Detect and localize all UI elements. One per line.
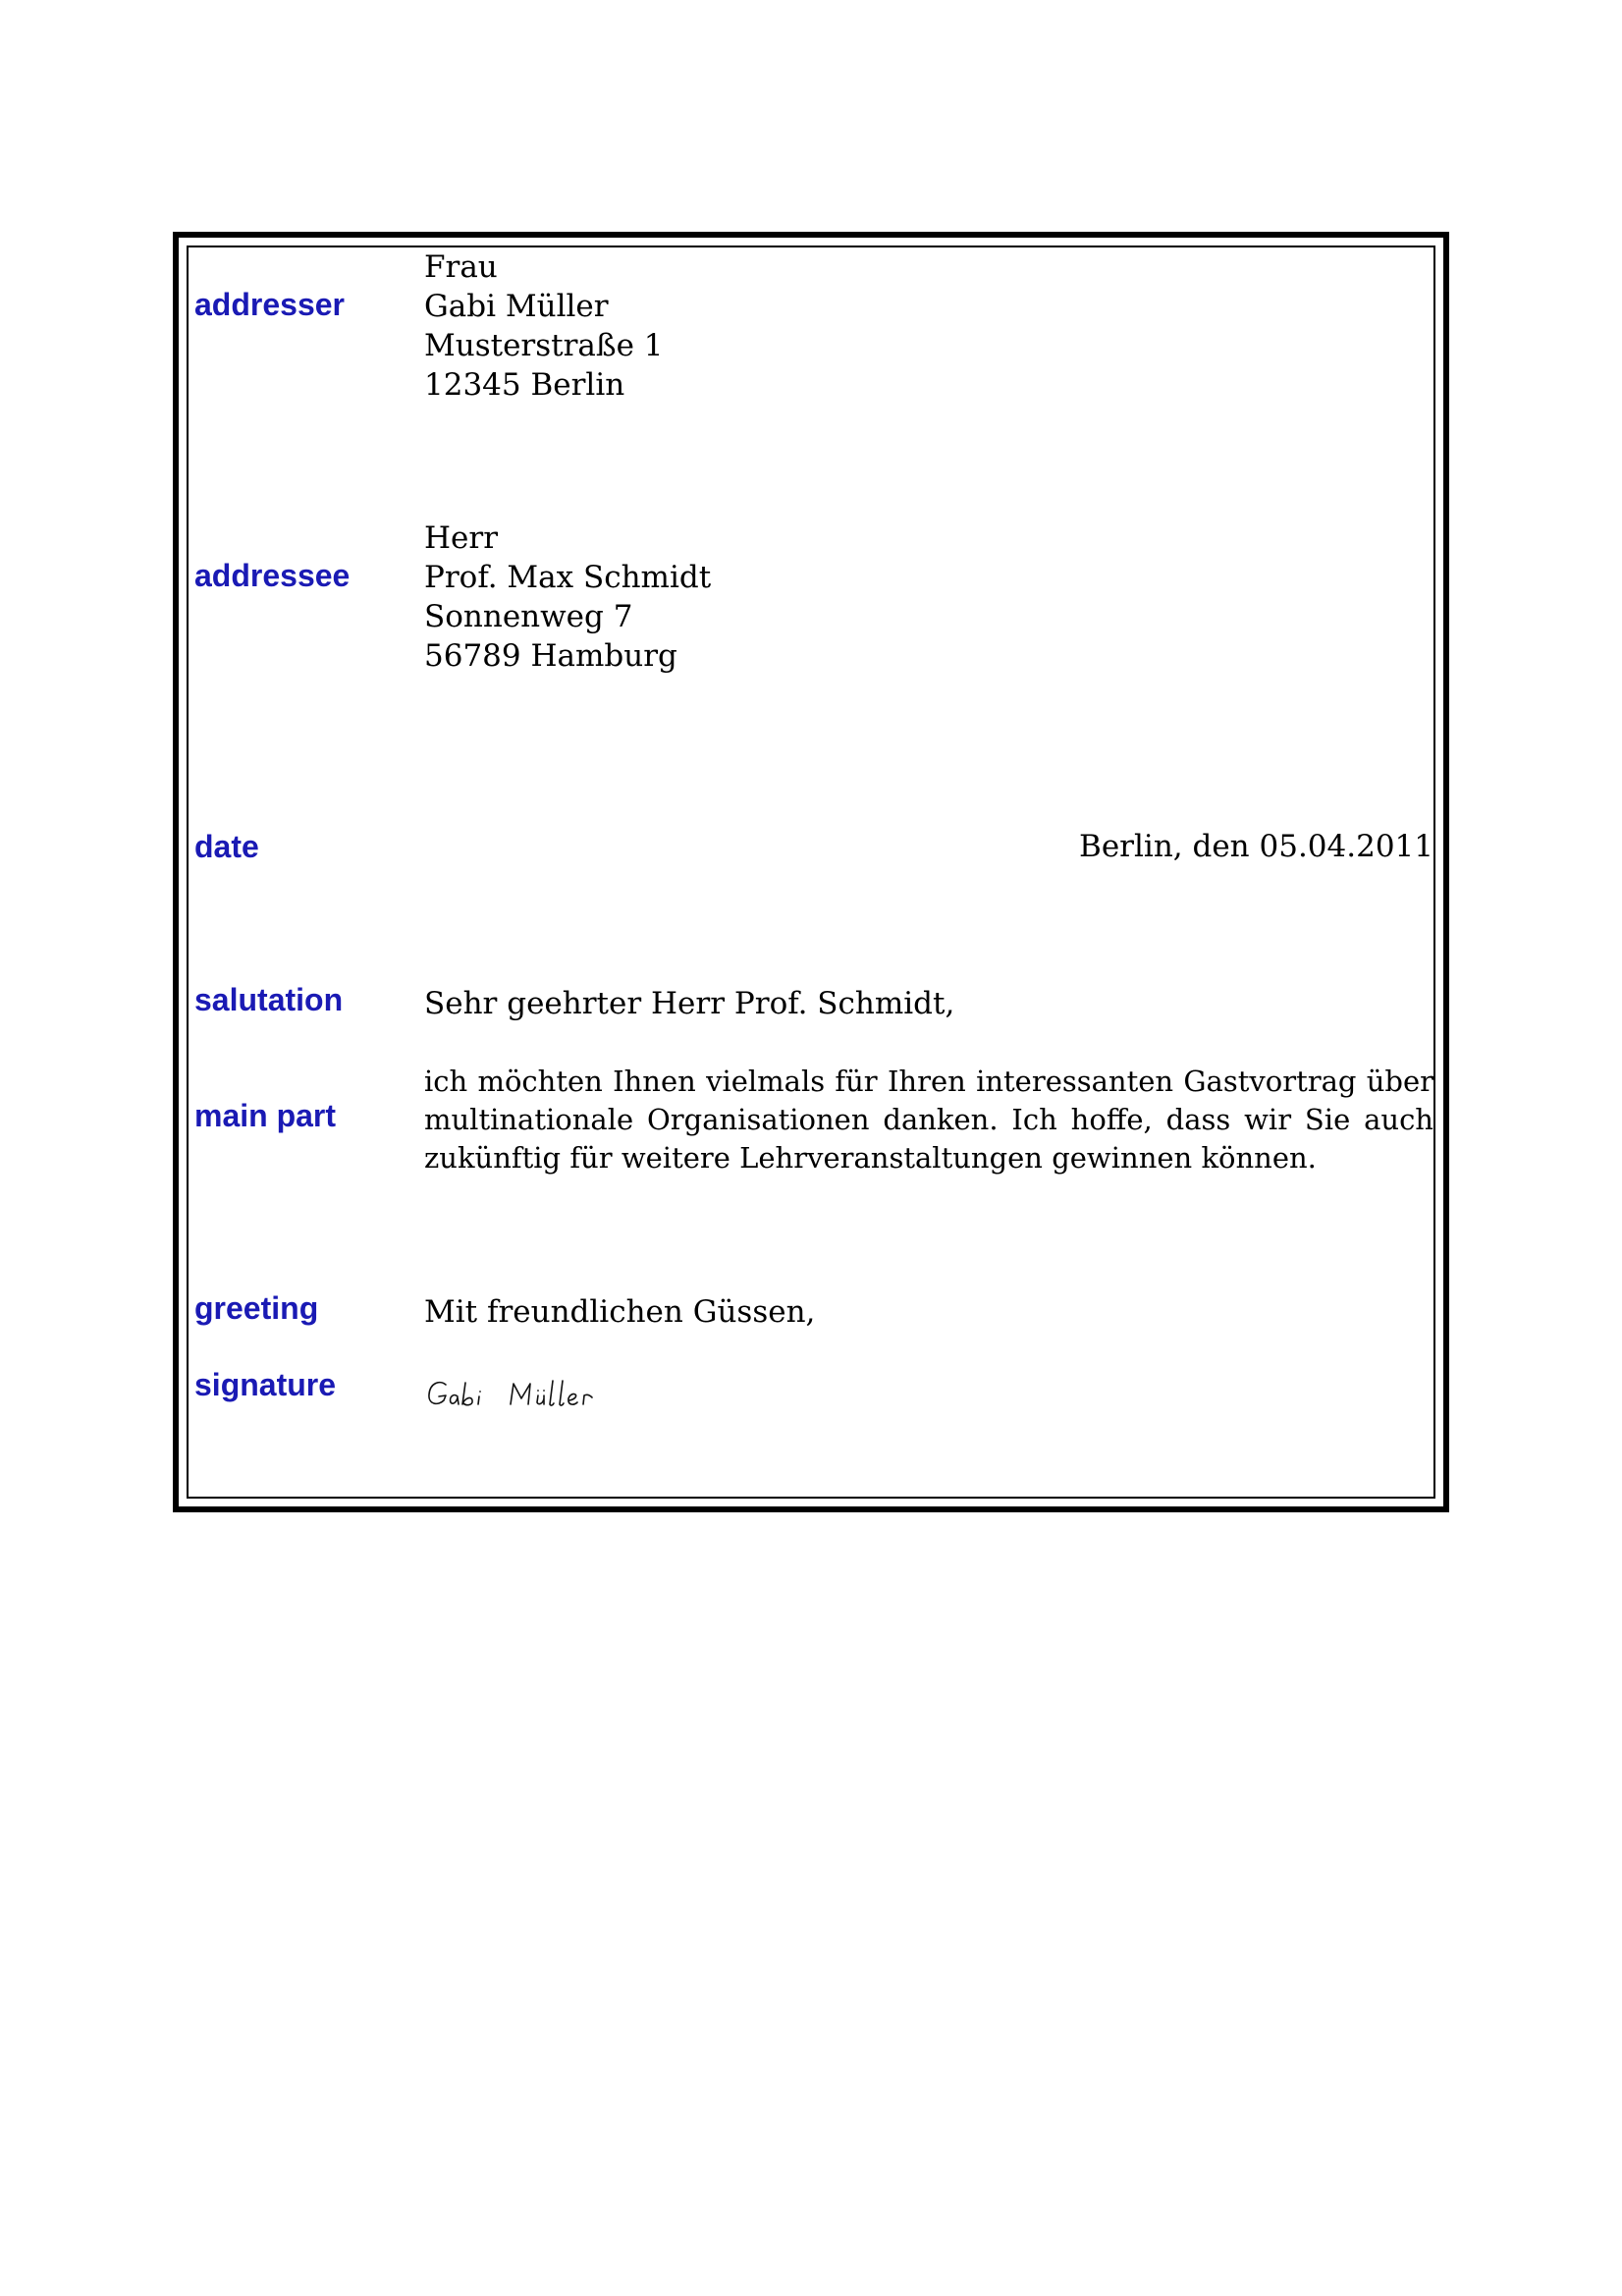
addresser-label: addresser (194, 287, 345, 322)
addressee-address (424, 519, 711, 676)
signature-label: signature (194, 1367, 337, 1402)
salutation-label: salutation (194, 982, 344, 1017)
date-text: Berlin, den 05.04.2011 (1079, 829, 1433, 864)
addressee-line: Sonnenweg 7 (424, 599, 633, 634)
addressee-line: Herr (424, 520, 499, 556)
addressee-line: Prof. Max Schmidt (424, 560, 712, 595)
addressee-line: 56789 Hamburg (424, 638, 677, 674)
greeting-text: Mit freundlichen Güssen, (424, 1294, 816, 1330)
date-label: date (194, 829, 259, 864)
addresser-line: 12345 Berlin (424, 367, 625, 403)
addresser-address (424, 247, 664, 405)
main-part-text: ich möchten Ihnen vielmals für Ihren interessanten Gastvortrag über multinationale Organisationen danken. Ich hoffe, dass wir Sie auch zukünftig für weitere Lehrveranstaltungen gewinnen können. (424, 1065, 1433, 1175)
handwritten-signature (424, 1371, 621, 1420)
addresser-line: Gabi Müller (424, 289, 609, 324)
greeting-label: greeting (194, 1290, 319, 1326)
addresser-line: Frau (424, 249, 498, 285)
main-part-label: main part (194, 1098, 337, 1133)
addressee-label: addressee (194, 558, 351, 593)
addresser-line: Musterstraße 1 (424, 328, 664, 363)
salutation-text: Sehr geehrter Herr Prof. Schmidt, (424, 986, 955, 1021)
